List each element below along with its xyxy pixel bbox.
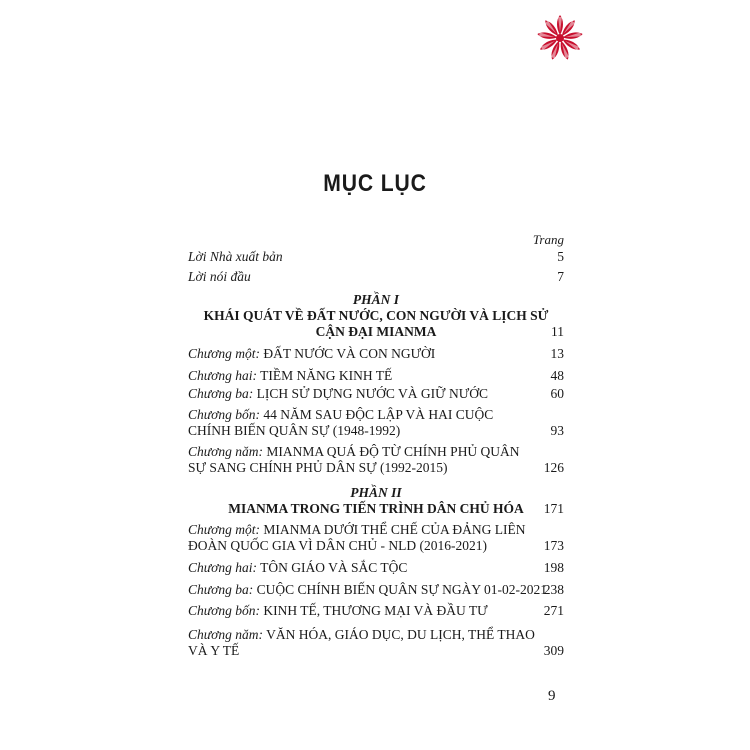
toc-page-number: 11 (551, 324, 564, 339)
publisher-logo-icon (536, 14, 584, 62)
toc-part-1[interactable] (188, 292, 564, 340)
toc-chapter-entry[interactable] (188, 386, 564, 402)
page-title: MỤC LỤC (323, 170, 427, 197)
toc-chapter-entry[interactable] (188, 368, 564, 384)
toc-page-number: 60 (550, 386, 564, 401)
part-title-line: KHÁI QUÁT VỀ ĐẤT NƯỚC, CON NGƯỜI (203, 308, 467, 323)
toc-chapter-entry[interactable] (188, 560, 564, 576)
toc-page-number: 198 (543, 560, 564, 575)
chapter-label: Chương bốn: (188, 603, 260, 618)
chapter-label: Chương hai: (188, 368, 257, 383)
toc-page-number: 171 (543, 501, 564, 516)
toc-page-number: 238 (543, 582, 564, 597)
chapter-title: ĐẤT NƯỚC VÀ CON NGƯỜI (263, 346, 436, 361)
chapter-label: Chương ba: (188, 582, 254, 597)
chapter-title: 44 NĂM SAU ĐỘC LẬP VÀ HAI CUỘC (263, 407, 494, 422)
chapter-label: Chương bốn: (188, 407, 260, 422)
part-title-line: VÀ LỊCH SỬ CẬN ĐẠI MIANMA (315, 308, 549, 339)
toc-page-number: 7 (557, 269, 564, 284)
toc-part-2[interactable] (188, 485, 564, 517)
toc-chapter-entry[interactable] (188, 407, 564, 439)
chapter-label: Chương ba: (188, 386, 254, 401)
toc-chapter-entry[interactable] (188, 346, 564, 362)
toc-page-number: 271 (543, 603, 564, 618)
chapter-label: Chương năm: (188, 627, 263, 642)
toc-page-number: 93 (550, 423, 564, 438)
page-column-header: Trang (532, 232, 564, 247)
toc-chapter-entry[interactable] (188, 603, 564, 619)
chapter-label: Chương một: (188, 522, 260, 537)
chapter-label: Chương hai: (188, 560, 257, 575)
toc-page-number: 13 (550, 346, 564, 361)
chapter-label: Chương năm: (188, 444, 263, 459)
toc-chapter-entry[interactable] (188, 522, 564, 554)
toc-chapter-entry[interactable] (188, 444, 564, 476)
toc-page-number: 126 (543, 460, 564, 475)
part-label: PHẦN I (352, 292, 400, 307)
toc-page-number: 48 (550, 368, 564, 383)
chapter-title: TÔN GIÁO VÀ SẮC TỘC (260, 560, 408, 575)
part-label: PHẦN II (350, 485, 402, 500)
toc-chapter-entry[interactable] (188, 627, 564, 659)
chapter-label: Chương một: (188, 346, 260, 361)
chapter-title-cont: CHÍNH BIẾN QUÂN SỰ (1948-1992) (188, 423, 401, 438)
toc-page-number: 173 (543, 538, 564, 553)
toc-entry-label: Lời nói đầu (188, 269, 251, 284)
chapter-title: TIỀM NĂNG KINH TẾ (260, 368, 393, 383)
toc-entry-label: Lời Nhà xuất bản (188, 249, 283, 264)
chapter-title: LỊCH SỬ DỰNG NƯỚC VÀ GIỮ NƯỚC (256, 386, 488, 401)
chapter-title: CUỘC CHÍNH BIẾN QUÂN SỰ NGÀY 01-02-2021 (256, 582, 548, 597)
toc-entry-foreword[interactable] (188, 269, 564, 285)
chapter-title-cont: VÀ Y TẾ (188, 643, 240, 658)
chapter-title: MIANMA QUÁ ĐỘ TỪ CHÍNH PHỦ QUÂN (266, 444, 520, 459)
toc-page-number: 5 (557, 249, 564, 264)
part-title-line: MIANMA TRONG TIẾN TRÌNH DÂN CHỦ HÓA (228, 501, 524, 516)
toc-entry-publisher-note[interactable] (188, 249, 564, 265)
chapter-title-cont: SỰ SANG CHÍNH PHỦ DÂN SỰ (1992-2015) (188, 460, 448, 475)
chapter-title: KINH TẾ, THƯƠNG MẠI VÀ ĐẦU TƯ (263, 603, 488, 618)
chapter-title: MIANMA DƯỚI THỂ CHẾ CỦA ĐẢNG LIÊN (263, 522, 526, 537)
chapter-title: VĂN HÓA, GIÁO DỤC, DU LỊCH, THỂ THAO (266, 627, 535, 642)
chapter-title-cont: ĐOÀN QUỐC GIA VÌ DÂN CHỦ - NLD (2016-2021) (188, 538, 487, 553)
page-number: 9 (548, 688, 556, 704)
toc-page-number: 309 (543, 643, 564, 658)
toc-chapter-entry[interactable] (188, 582, 564, 598)
